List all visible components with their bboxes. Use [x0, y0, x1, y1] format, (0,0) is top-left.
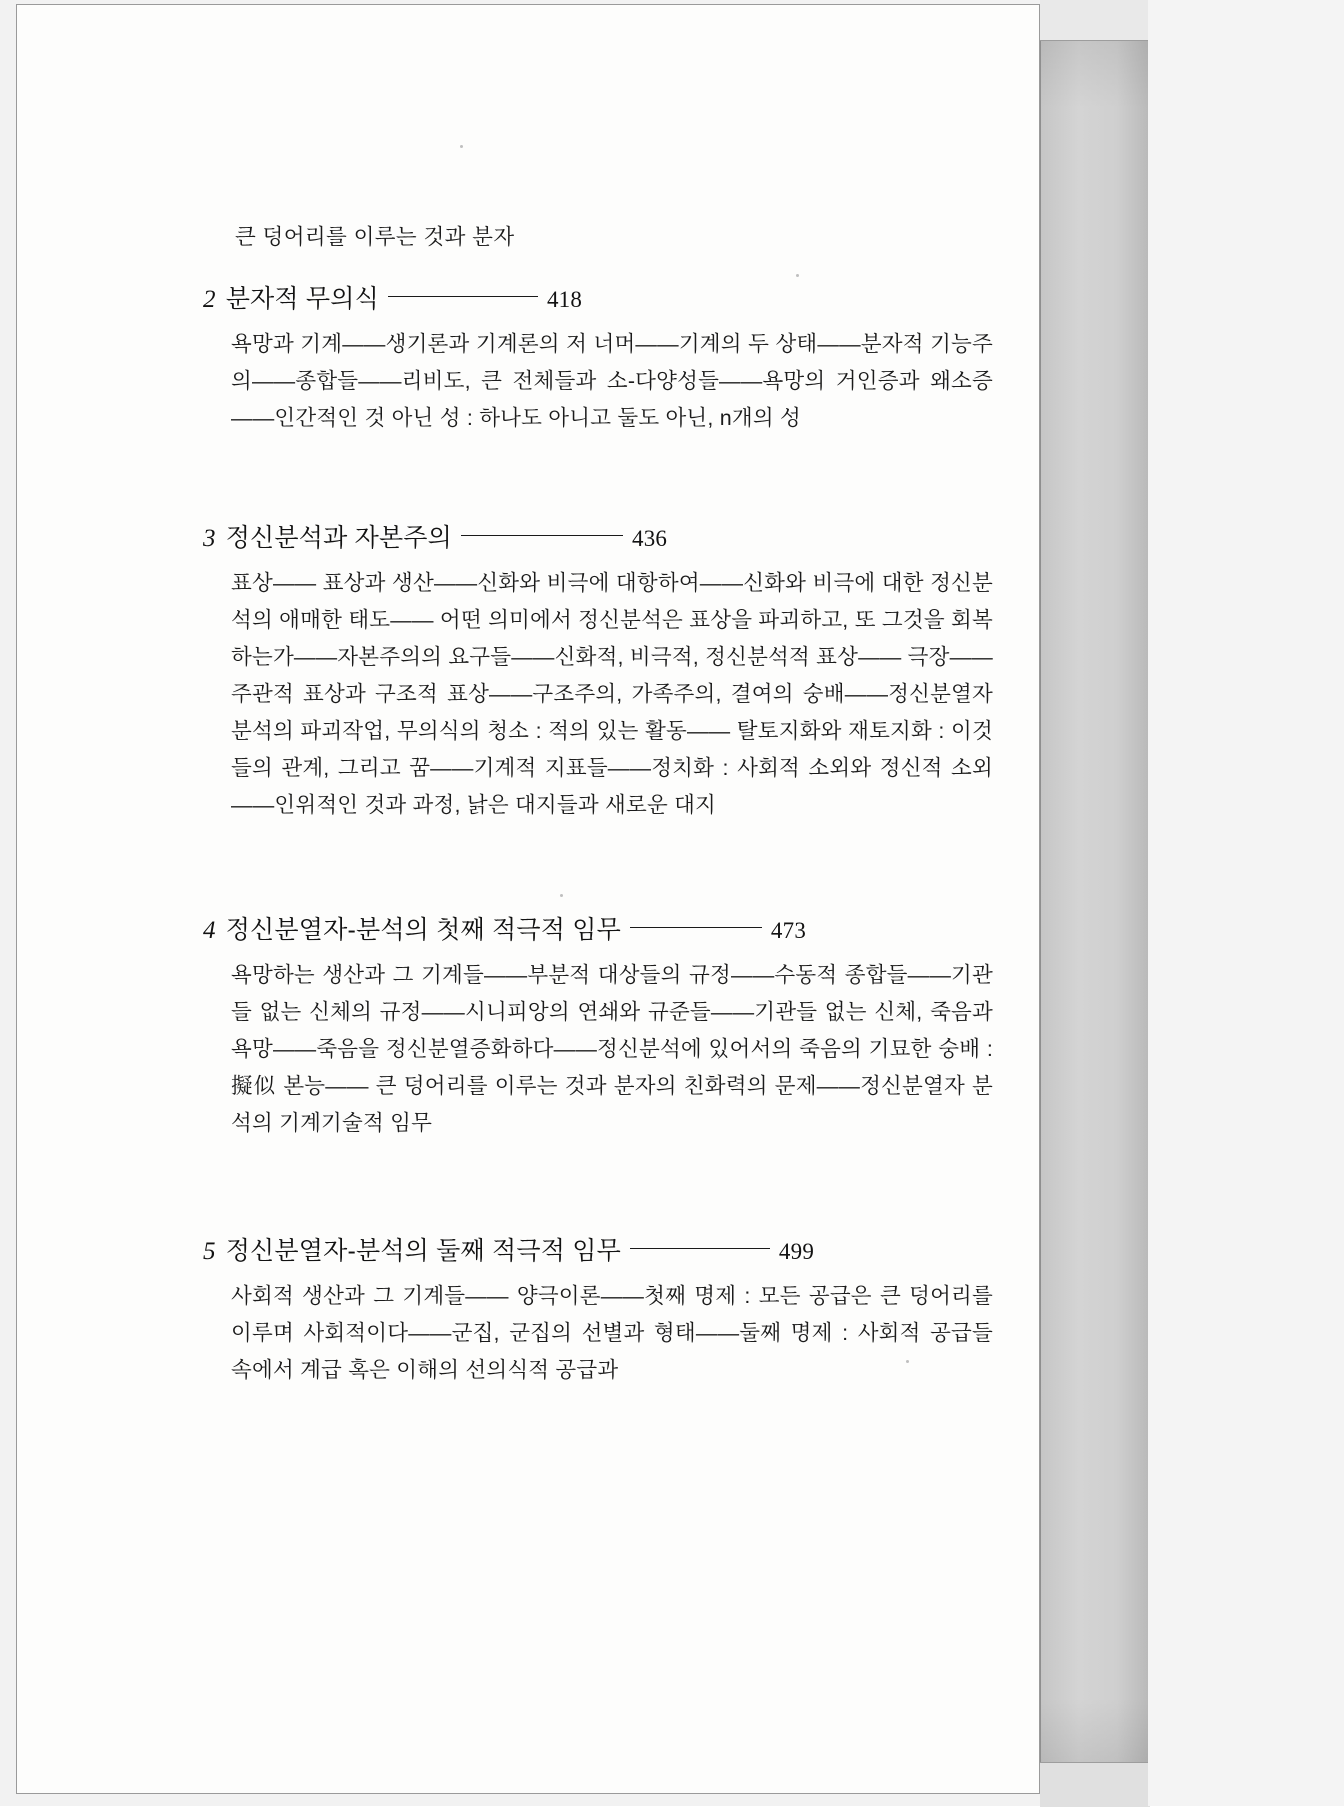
toc-entry-number: 5 [203, 1238, 216, 1265]
scan-speck [796, 274, 799, 277]
toc-entry-number: 2 [203, 286, 216, 313]
toc-entry-page: 499 [778, 1239, 815, 1264]
toc-entry [203, 1231, 993, 1389]
toc-entry [203, 910, 993, 1142]
toc-entry-summary: 욕망과 기계——생기론과 기계론의 저 너머——기계의 두 상태——분자적 기능주의——종합들——리비도, 큰 전체들과 소-다양성들——욕망의 거인증과 왜소증——인간적인 것 아닌 성 : 하나도 아니고 둘도 아닌, n개의 성 [231, 332, 993, 430]
toc-entry-title: 정신분열자-분석의 첫째 적극적 임무 [225, 916, 621, 944]
toc-entry-summary: 사회적 생산과 그 기계들—— 양극이론——첫째 명제 : 모든 공급은 큰 덩어리를 이루며 사회적이다——군집, 군집의 선별과 형태——둘째 명제 : 사회적 공급들 속에서 계급 혹은 이해의 선의식적 공급과 [231, 1284, 993, 1382]
toc-entry [203, 279, 993, 437]
page-sheet [16, 4, 1040, 1794]
toc-entry-title: 정신분석과 자본주의 [225, 524, 452, 552]
toc-entry-heading [203, 910, 993, 946]
toc-entry-heading [203, 279, 993, 315]
toc-entry-page: 473 [770, 918, 807, 943]
toc-entry-heading [203, 518, 993, 554]
runover-line: 큰 덩어리를 이루는 것과 분자 [235, 225, 515, 249]
leader-rule [630, 927, 762, 928]
toc-entry-summary: 표상—— 표상과 생산——신화와 비극에 대항하여——신화와 비극에 대한 정신분석의 애매한 태도—— 어떤 의미에서 정신분석은 표상을 파괴하고, 또 그것을 회복하는가——자본주의의 요구들——신화적, 비극적, 정신분석적 표상—— 극장—— 주관적 표상과 구조적 표상——구조주의, 가족주의, 결여의 숭배——정신분열자 분석의 파괴작업, 무의식의 청소 : 적의 있는 활동—— 탈토지화와 재토지화 : 이것들의 관계, 그리고 꿈——기계적 지표들——정치화 : 사회적 소외와 정신적 소외——인위적인 것과 과정, 낡은 대지들과 새로운 대지 [231, 571, 994, 817]
book-page-edge [1040, 0, 1149, 1806]
book-edge-top-corner [1040, 0, 1150, 41]
toc-entry-page: 436 [632, 526, 668, 551]
scan-background-right [1148, 0, 1344, 1806]
toc-entry-title: 분자적 무의식 [225, 285, 379, 313]
toc-entry-number: 3 [203, 525, 216, 552]
toc-entry [203, 518, 993, 824]
toc-entry-heading [203, 1231, 993, 1267]
scan-speck [560, 894, 563, 897]
scan-speck [906, 1360, 909, 1363]
toc-entry-summary: 욕망하는 생산과 그 기계들——부분적 대상들의 규정——수동적 종합들——기관들 없는 신체의 규정——시니피앙의 연쇄와 규준들——기관들 없는 신체, 죽음과 욕망——죽음을 정신분열증화하다——정신분석에 있어서의 죽음의 기묘한 숭배 : 擬似 본능—— 큰 덩어리를 이루는 것과 분자의 친화력의 문제——정신분열자 분석의 기계기술적 임무 [231, 963, 993, 1135]
table-of-contents [17, 5, 1041, 1795]
toc-entry-page: 418 [546, 287, 583, 312]
toc-entry-title: 정신분열자-분석의 둘째 적극적 임무 [225, 1237, 621, 1265]
leader-rule [388, 296, 538, 297]
scan-speck [460, 145, 463, 148]
toc-entry-number: 4 [203, 917, 216, 944]
leader-rule [461, 535, 623, 536]
leader-rule [630, 1248, 770, 1249]
book-edge-bottom-corner [1040, 1762, 1150, 1807]
